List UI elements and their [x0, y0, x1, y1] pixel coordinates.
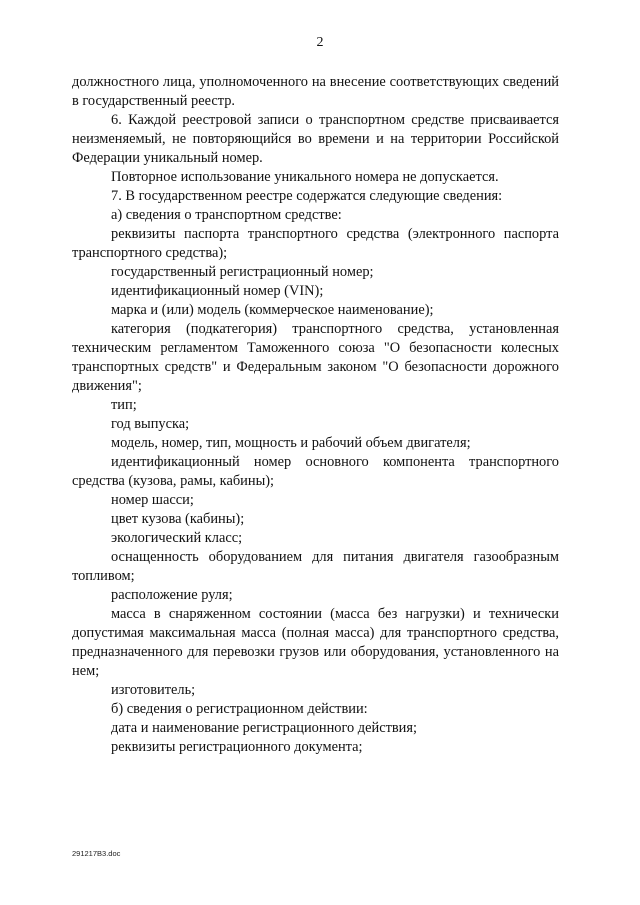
list-item-body-color: цвет кузова (кабины); [111, 511, 245, 527]
list-item-year: год выпуска; [111, 416, 190, 432]
list-item-gas-equipment: оснащенность оборудованием для питания двигателя газообразным топливом; [72, 549, 559, 584]
list-item-action-date: дата и наименование регистрационного действия; [111, 720, 417, 736]
list-item-document-details: реквизиты регистрационного документа; [111, 739, 363, 755]
paragraph-no-reuse: Повторное использование уникального номера не допускается. [111, 169, 499, 185]
page-number: 2 [316, 35, 324, 50]
list-item-type: тип; [111, 397, 137, 413]
paragraph-item-6: 6. Каждой реестровой записи о транспортном средстве присваивается неизменяемый, не повторяющийся во времени и на территории Российской Федерации уникальный номер. [72, 112, 559, 166]
list-item-make-model: марка и (или) модель (коммерческое наименование); [111, 302, 434, 318]
document-body [72, 73, 559, 757]
list-item-mass: масса в снаряженном состоянии (масса без нагрузки) и технически допустимая максимальная масса (полная масса) для транспортного средства, предназначенного для перевозки грузов или оборудования, установленного на нем; [72, 606, 559, 679]
list-item-chassis-number: номер шасси; [111, 492, 194, 508]
list-item-vin: идентификационный номер (VIN); [111, 283, 324, 299]
paragraph-item-7: 7. В государственном реестре содержатся следующие сведения: [111, 188, 503, 204]
paragraph-subitem-b: б) сведения о регистрационном действии: [111, 701, 368, 717]
paragraph-continuation: должностного лица, уполномоченного на внесение соответствующих сведений в государственный реестр. [72, 74, 559, 109]
paragraph-subitem-a: а) сведения о транспортном средстве: [111, 207, 342, 223]
list-item-eco-class: экологический класс; [111, 530, 243, 546]
footer-file-code: 291217B3.doc [72, 849, 121, 858]
list-item-steering: расположение руля; [111, 587, 233, 603]
list-item-passport-details: реквизиты паспорта транспортного средства (электронного паспорта транспортного средства); [72, 226, 559, 261]
list-item-manufacturer: изготовитель; [111, 682, 196, 698]
list-item-engine: модель, номер, тип, мощность и рабочий объем двигателя; [111, 435, 471, 451]
list-item-category: категория (подкатегория) транспортного средства, установленная техническим регламентом Таможенного союза "О безопасности колесных транспортных средств" и Федеральным законом "О безопасности дорожного движения"; [72, 321, 559, 394]
list-item-registration-number: государственный регистрационный номер; [111, 264, 374, 280]
list-item-component-id: идентификационный номер основного компонента транспортного средства (кузова, рамы, кабины); [72, 454, 559, 489]
